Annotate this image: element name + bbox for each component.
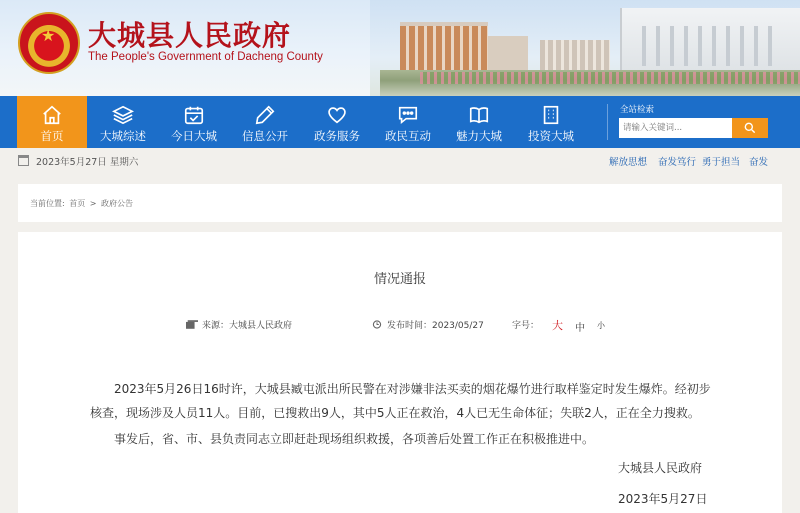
layers-icon <box>112 104 134 126</box>
site-subtitle: The People's Government of Dacheng County <box>88 51 323 63</box>
article-title: 情况通报 <box>373 272 426 287</box>
article-publish-time <box>371 318 484 331</box>
article-signature: 大城县人民政府 <box>618 461 703 475</box>
banner-building-image <box>488 36 528 70</box>
search-label: 全站检索 <box>620 105 655 115</box>
banner-government-building-image <box>620 8 800 70</box>
font-size-medium[interactable]: 中 <box>575 323 585 334</box>
search-button[interactable] <box>732 118 768 138</box>
banner-building-image <box>400 22 488 70</box>
banner-flowers <box>420 72 800 84</box>
home-icon <box>41 104 63 126</box>
article-paragraph: 事发后，省、市、县负责同志立即赶赴现场组织救援，各项善后处置工作正在积极推进中。 <box>114 432 595 446</box>
article-sign-date: 2023年5月27日 <box>618 492 708 506</box>
calendar-icon <box>183 104 205 126</box>
source-icon <box>186 320 198 329</box>
chat-icon <box>397 104 419 126</box>
nav-item-label: 今日大城 <box>171 129 217 143</box>
nav-item-gov-services[interactable] <box>302 96 372 148</box>
breadcrumb <box>30 198 135 209</box>
book-icon <box>468 104 490 126</box>
article-container <box>18 232 782 513</box>
article-publish-text: 发布时间：2023/05/27 <box>387 321 484 331</box>
header-banner <box>0 0 800 96</box>
quick-link[interactable]: 奋发 <box>749 157 769 168</box>
nav-item-label: 政务服务 <box>314 129 360 143</box>
nav-item-invest[interactable] <box>516 96 586 148</box>
clock-icon <box>371 320 383 329</box>
nav-item-charm[interactable] <box>444 96 514 148</box>
nav-item-label: 信息公开 <box>242 129 288 143</box>
nav-item-overview[interactable] <box>88 96 158 148</box>
calendar-icon <box>18 155 29 166</box>
nav-divider <box>607 104 608 140</box>
heart-icon <box>326 104 348 126</box>
date-bar <box>18 149 782 173</box>
quick-link[interactable]: 勇于担当 <box>702 157 741 168</box>
article-source-text: 来源：大城县人民政府 <box>202 321 293 331</box>
nav-item-label: 魅力大城 <box>456 129 502 143</box>
nav-item-home[interactable] <box>17 96 87 148</box>
nav-item-interaction[interactable] <box>373 96 443 148</box>
search-icon <box>743 121 757 135</box>
font-size-small[interactable]: 小 <box>597 321 605 330</box>
breadcrumb-separator: > <box>89 199 97 208</box>
quick-link[interactable]: 解放思想 <box>609 157 648 168</box>
nav-item-info-disclosure[interactable] <box>230 96 300 148</box>
search-input[interactable] <box>619 118 732 138</box>
nav-item-label: 大城综述 <box>100 129 146 143</box>
font-size-large[interactable]: 大 <box>552 319 563 332</box>
breadcrumb-prefix: 当前位置: <box>30 199 65 208</box>
nav-item-today[interactable] <box>159 96 229 148</box>
national-emblem-icon <box>18 12 80 74</box>
current-date: 2023年5月27日 星期六 <box>36 157 139 168</box>
nav-item-label: 投资大城 <box>528 129 574 143</box>
breadcrumb-home[interactable]: 首页 <box>69 199 86 208</box>
article-source <box>186 318 292 331</box>
nav-item-label: 政民互动 <box>385 129 431 143</box>
pen-icon <box>254 104 276 126</box>
breadcrumb-container <box>18 184 782 222</box>
site-title[interactable]: 大城县人民政府 <box>88 19 292 52</box>
article-paragraph: 2023年5月26日16时许，大城县臧屯派出所民警在对涉嫌非法买卖的烟花爆竹进行取样鉴定时发生爆炸。经初步核查，现场涉及人员11人。目前，已搜救出9人，其中5人正在救治，4人已无生命体征；失联2人，正在全力搜救。 <box>90 382 711 420</box>
font-size-label: 字号： <box>512 321 540 331</box>
breadcrumb-current[interactable]: 政府公告 <box>101 199 134 208</box>
quick-link[interactable]: 奋发笃行 <box>658 157 697 168</box>
banner-building-image <box>540 40 610 70</box>
building-icon <box>540 104 562 126</box>
nav-item-label: 首页 <box>40 129 64 143</box>
